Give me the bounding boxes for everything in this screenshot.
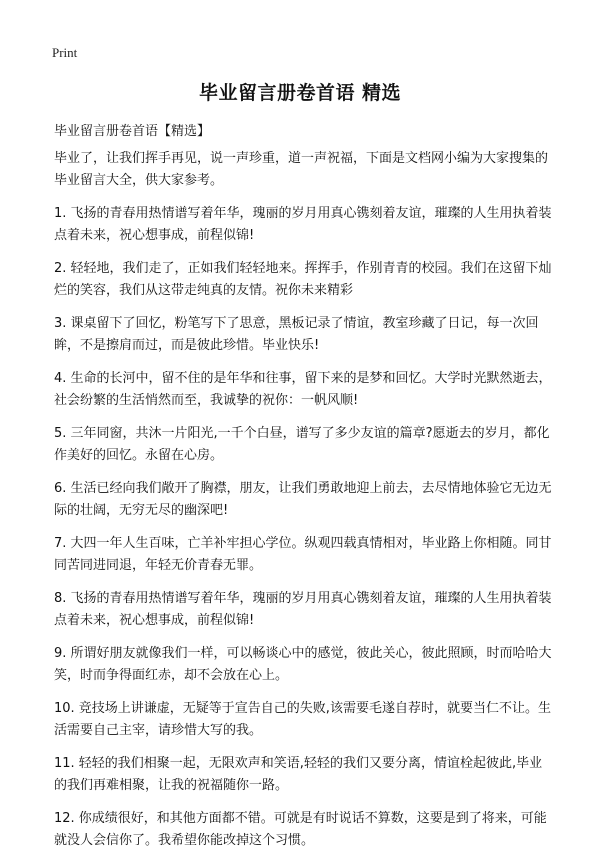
list-item: 5. 三年同窗，共沐一片阳光,一千个白昼，谱写了多少友谊的篇章?愿逝去的岁月，都化作美好的回忆。永留在心房。	[54, 426, 550, 463]
list-item: 11. 轻轻的我们相聚一起，无限欢声和笑语,轻轻的我们又要分离，情谊栓起彼此,毕业的我们再难相聚，让我的祝福随你一路。	[54, 756, 543, 793]
list-item: 6. 生活已经向我们敞开了胸襟，朋友，让我们勇敢地迎上前去，去尽情地体验它无边无际的壮阔，无穷无尽的幽深吧!	[54, 481, 552, 518]
article-subtitle: 毕业留言册卷首语【精选】	[54, 124, 211, 139]
list-item: 9. 所谓好朋友就像我们一样，可以畅谈心中的感觉，彼此关心，彼此照顾，时而哈哈大笑，时而争得面红赤，却不会放在心上。	[54, 646, 552, 683]
list-item: 7. 大四一年人生百味，亡羊补牢担心学位。纵观四载真情相对，毕业路上你相随。同甘同苦同进同退，年轻无价青春无罪。	[54, 536, 552, 573]
list-item: 1. 飞扬的青春用热情谱写着年华，瑰丽的岁月用真心镌刻着友谊，璀璨的人生用执着装点着未来，祝心想事成，前程似锦!	[54, 206, 552, 243]
intro-paragraph: 毕业了，让我们挥手再见，说一声珍重，道一声祝福，下面是文档网小编为大家搜集的毕业留言大全，供大家参考。	[54, 151, 549, 188]
list-item: 8. 飞扬的青春用热情谱写着年华，瑰丽的岁月用真心镌刻着友谊，璀璨的人生用执着装点着未来，祝心想事成，前程似锦!	[54, 591, 552, 628]
article-body	[54, 148, 554, 863]
list-item: 4. 生命的长河中，留不住的是年华和往事，留下来的是梦和回忆。大学时光默然逝去，社会纷繁的生活悄然而至，我诚挚的祝你：一帆风顺!	[54, 371, 552, 408]
page-title: 毕业留言册卷首语 精选	[198, 82, 402, 104]
list-item: 3. 课桌留下了回忆，粉笔写下了思意，黑板记录了情谊，教室珍藏了日记，每一次回眸，不是擦肩而过，而是彼此珍惜。毕业快乐!	[54, 316, 539, 353]
print-link[interactable]: Print	[52, 45, 78, 60]
list-item: 12. 你成绩很好，和其他方面都不错。可就是有时说话不算数，这要是到了将来，可能就没人会信你了。我希望你能改掉这个习惯。	[54, 811, 547, 848]
list-item: 2. 轻轻地，我们走了，正如我们轻轻地来。挥挥手，作别青青的校园。我们在这留下灿烂的笑容，我们从这带走纯真的友情。祝你未来精彩	[54, 261, 552, 298]
list-item: 10. 竞技场上讲谦虚，无疑等于宣告自己的失败,该需要毛遂自荐时，就要当仁不让。生活需要自己主宰，请珍惜大写的我。	[54, 701, 551, 738]
